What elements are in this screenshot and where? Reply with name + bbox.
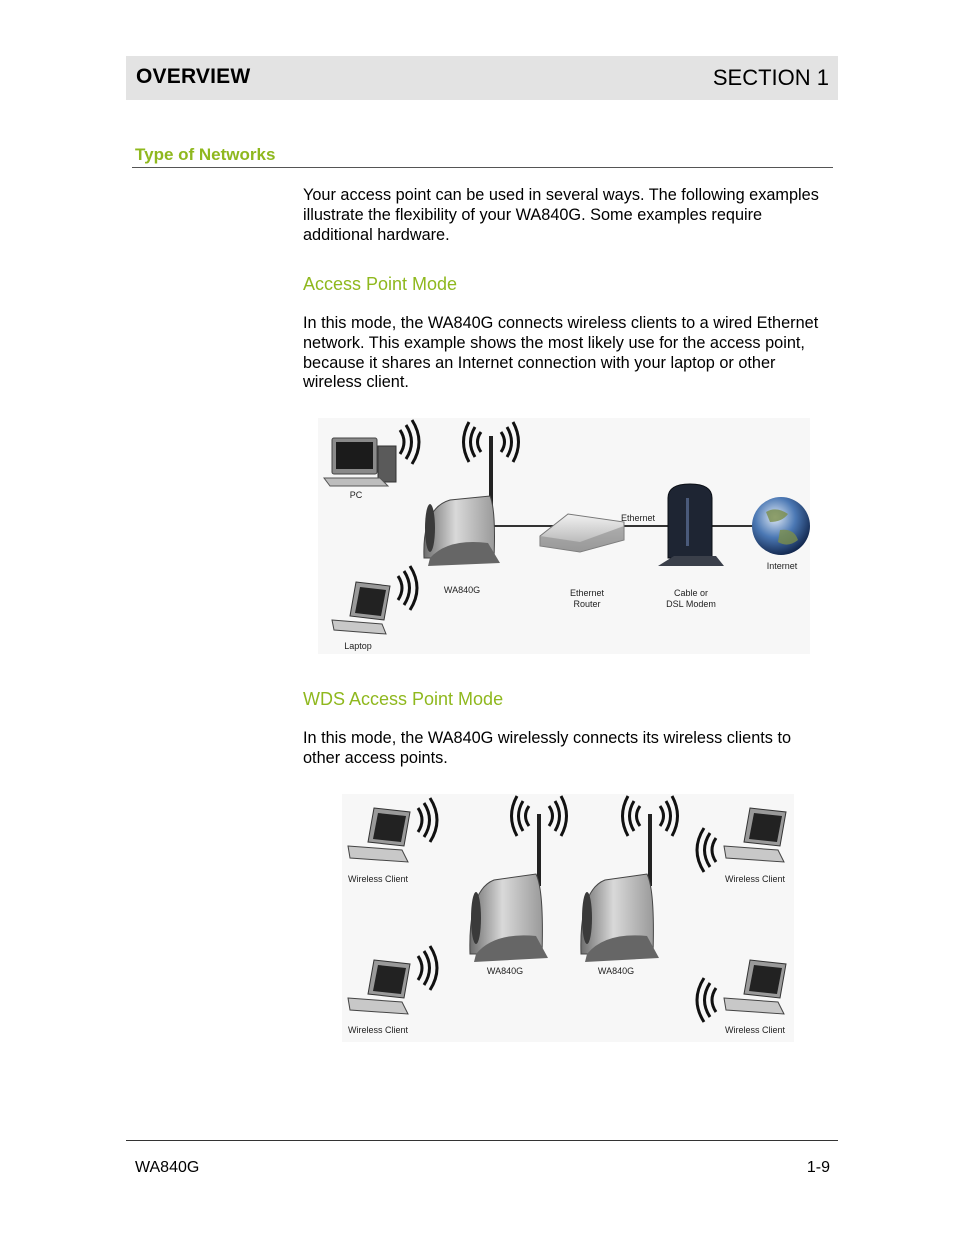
wds-mode-heading: WDS Access Point Mode: [303, 689, 504, 709]
router-label-line1: Ethernet: [569, 588, 605, 598]
section-divider: [132, 167, 833, 168]
ap-label: WA840G: [443, 585, 481, 595]
internet-globe-icon: [752, 497, 810, 555]
laptop-label: Laptop: [344, 641, 372, 651]
footer-product: WA840G: [135, 1159, 200, 1176]
section-title: Type of Networks: [135, 145, 276, 164]
header-section: SECTION 1: [712, 65, 829, 90]
section-header: [126, 56, 838, 100]
wds-mode-paragraph: In this mode, the WA840G wirelessly connects its wireless clients to other access points.: [303, 729, 792, 767]
pc-label: PC: [349, 490, 363, 500]
modem-label-line2: DSL Modem: [666, 599, 716, 609]
ap-right-label: WA840G: [597, 966, 635, 976]
footer-divider: [126, 1140, 838, 1141]
internet-label: Internet: [766, 561, 798, 571]
page-number: 1-9: [806, 1159, 830, 1176]
ap-mode-paragraph: In this mode, the WA840G connects wireless clients to a wired Ethernet network. This example shows the most likely use for the access point, because it shares an Internet connection with your laptop or other wireless client.: [303, 314, 819, 392]
intro-paragraph: Your access point can be used in several ways. The following examples illustrate the flexibility of your WA840G. Some examples require additional hardware.: [303, 186, 819, 244]
client-tr-label: Wireless Client: [724, 874, 786, 884]
ap-mode-diagram: [318, 418, 810, 654]
modem-label-line1: Cable or: [673, 588, 709, 598]
wds-mode-diagram: [342, 794, 794, 1042]
ap-left-label: WA840G: [486, 966, 524, 976]
header-title: OVERVIEW: [136, 65, 251, 88]
client-br-label: Wireless Client: [724, 1025, 786, 1035]
client-bl-label: Wireless Client: [347, 1025, 409, 1035]
ap-mode-heading: Access Point Mode: [303, 274, 458, 294]
ethernet-label: Ethernet: [620, 513, 656, 523]
client-tl-label: Wireless Client: [347, 874, 409, 884]
router-label-line2: Router: [573, 599, 601, 609]
